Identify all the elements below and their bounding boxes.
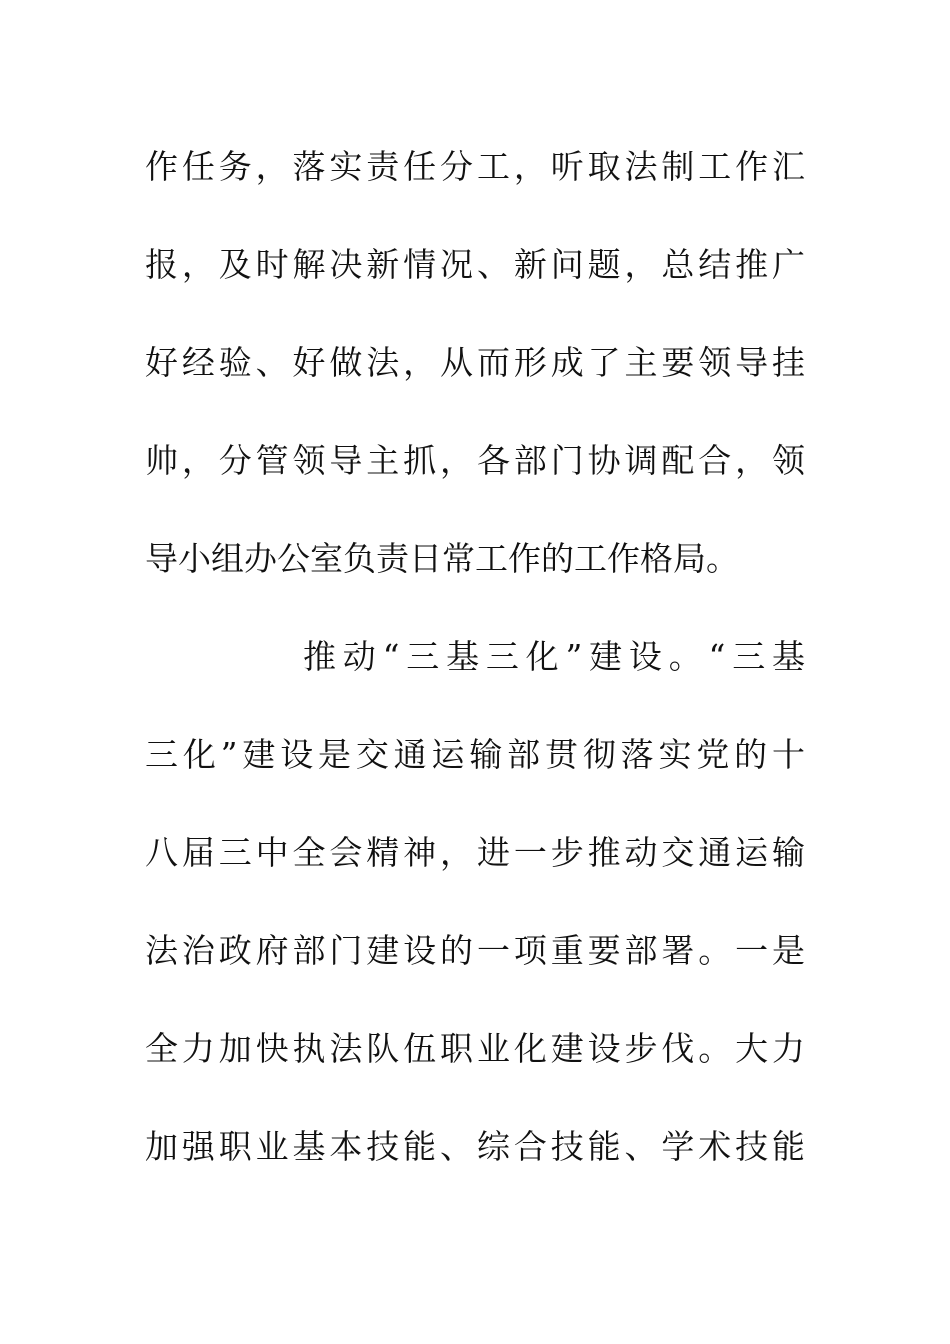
text-line: 帅，分管领导主抓，各部门协调配合，领 — [145, 441, 805, 480]
text-line: 全力加快执法队伍职业化建设步伐。大力 — [145, 1029, 805, 1068]
text-line: 法治政府部门建设的一项重要部署。一是 — [145, 931, 805, 970]
paragraph-1 — [145, 118, 805, 608]
text-line: 好经验、好做法，从而形成了主要领导挂 — [145, 343, 805, 382]
text-line: 推动“三基三化”建设。“三基 — [303, 637, 805, 676]
text-line: 八届三中全会精神，进一步推动交通运输 — [145, 833, 805, 872]
text-line: 加强职业基本技能、综合技能、学术技能 — [145, 1127, 805, 1166]
text-line: 作任务，落实责任分工，听取法制工作汇 — [145, 147, 805, 186]
text-line: 报，及时解决新情况、新问题，总结推广 — [145, 245, 805, 284]
text-line: 三化”建设是交通运输部贯彻落实党的十 — [145, 735, 805, 774]
body-text — [145, 118, 805, 1196]
paragraph-2 — [145, 608, 805, 1196]
text-line: 导小组办公室负责日常工作的工作格局。 — [145, 539, 739, 578]
